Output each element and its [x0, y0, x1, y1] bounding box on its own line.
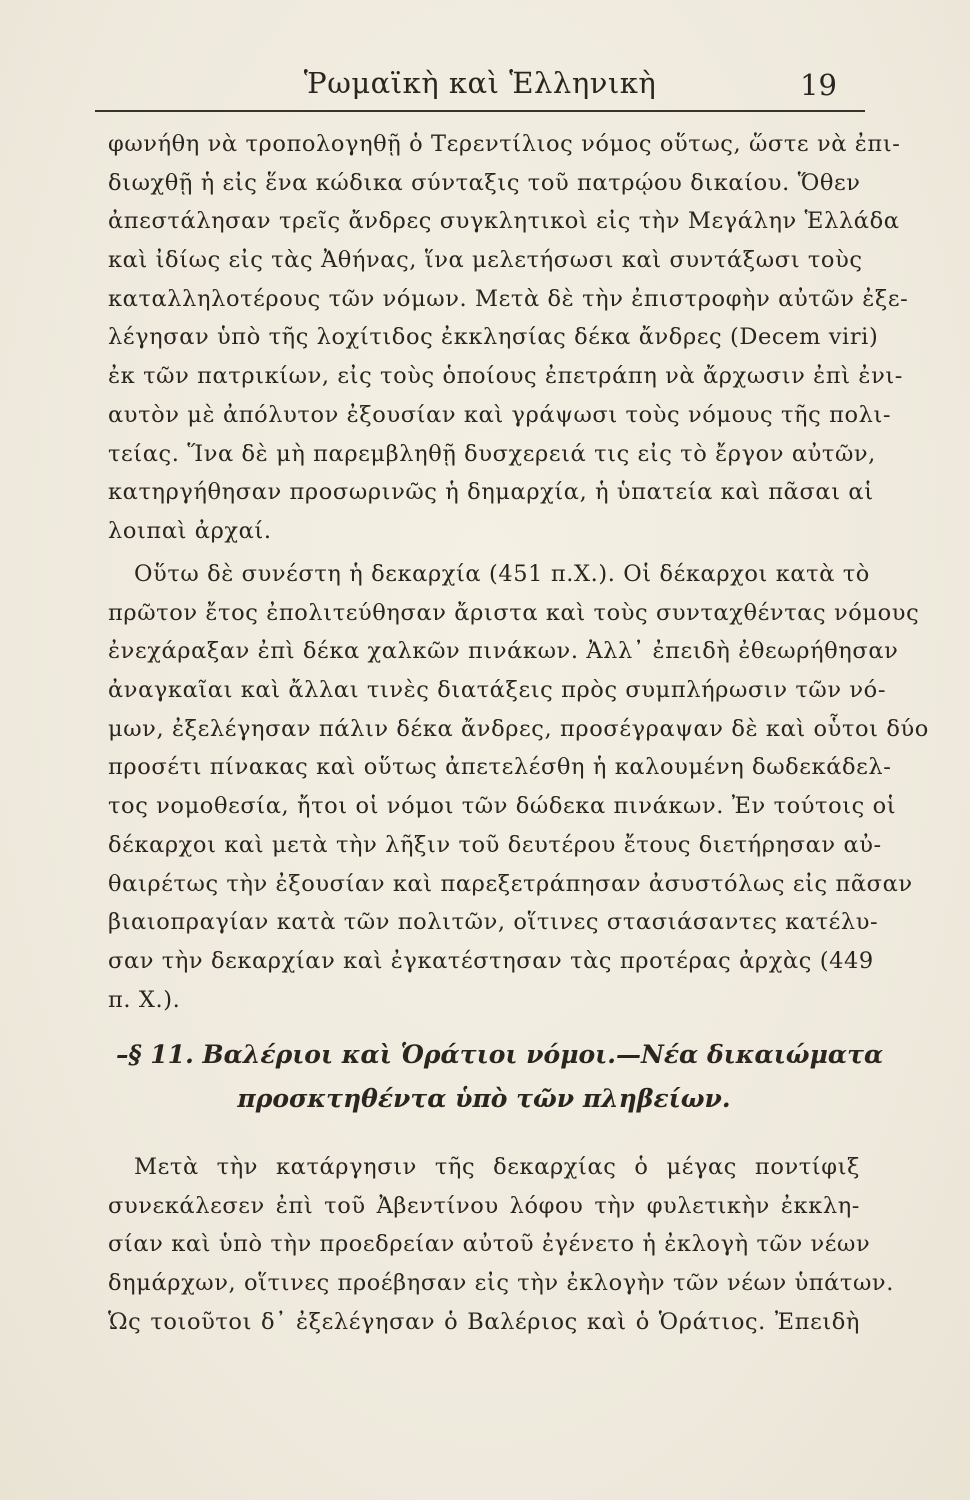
text-line: καὶ ἰδίως εἰς τὰς Ἀθήνας, ἵνα μελετήσωσι καὶ συντάξωσι τοὺς — [108, 247, 863, 274]
paragraph-continuation — [108, 125, 909, 551]
paragraph-section-11 — [108, 1148, 894, 1341]
text-line: ἐνεχάραξαν ἐπὶ δέκα χαλκῶν πινάκων. Ἀλλ᾽ ἐπειδὴ ἐθεωρήθησαν — [108, 638, 899, 665]
text-line: ἀπεστάλησαν τρεῖς ἄνδρες συγκλητικοὶ εἰς τὴν Μεγάλην Ἑλλάδα — [108, 208, 900, 235]
text-line: καταλληλοτέρους τῶν νόμων. Μετὰ δὲ τὴν ἐπιστροφὴν αὐτῶν ἐξε- — [108, 285, 909, 312]
page-header — [95, 58, 865, 112]
text-line: θαιρέτως τὴν ἐξουσίαν καὶ παρεξετράπησαν ἀσυστόλως εἰς πᾶσαν — [108, 870, 913, 897]
section-heading — [108, 1033, 884, 1121]
text-line: δημάρχων, οἵτινες προέβησαν εἰς τὴν ἐκλογὴν τῶν νέων ὑπάτων. — [108, 1270, 894, 1297]
text-line: Ὡς τοιοῦτοι δ᾽ ἐξελέγησαν ὁ Βαλέριος καὶ ὁ Ὁράτιος. Ἐπειδὴ — [108, 1308, 860, 1335]
text-line: Οὕτω δὲ συνέστη ἡ δεκαρχία (451 π.Χ.). Οἱ δέκαρχοι κατὰ τὸ — [134, 561, 870, 587]
text-line: μων, ἐξελέγησαν πάλιν δέκα ἄνδρες, προσέγραψαν δὲ καὶ οὗτοι δύο — [108, 715, 929, 742]
page-number: 19 — [800, 68, 837, 102]
running-title: Ῥωμαϊκὴ καὶ Ἑλληνικὴ — [303, 66, 657, 100]
section-heading-line: προσκτηθέντα ὑπὸ τῶν πληβείων. — [237, 1084, 731, 1113]
text-line: τος νομοθεσία, ἤτοι οἱ νόμοι τῶν δώδεκα πινάκων. Ἐν τούτοις οἱ — [108, 793, 897, 820]
text-line: προσέτι πίνακας καὶ οὕτως ἀπετελέσθη ἡ καλουμένη δωδεκάδελ- — [108, 754, 892, 781]
text-line: δέκαρχοι καὶ μετὰ τὴν λῆξιν τοῦ δευτέρου ἔτους διετήρησαν αὐ- — [108, 831, 882, 858]
text-line: σαν τὴν δεκαρχίαν καὶ ἐγκατέστησαν τὰς προτέρας ἀρχὰς (449 — [108, 947, 874, 974]
text-line: λέγησαν ὑπὸ τῆς λοχίτιδος ἐκκλησίας δέκα ἄνδρες (Decem viri) — [108, 324, 879, 351]
text-line: ἀναγκαῖαι καὶ ἄλλαι τινὲς διατάξεις πρὸς συμπλήρωσιν τῶν νό- — [108, 677, 887, 704]
text-line: ἐκ τῶν πατρικίων, εἰς τοὺς ὁποίους ἐπετράπη νὰ ἄρχωσιν ἐπὶ ἐνι- — [108, 363, 903, 390]
text-line: πρῶτον ἔτος ἐπολιτεύθησαν ἄριστα καὶ τοὺς συνταχθέντας νόμους — [108, 599, 920, 626]
text-line: λοιπαὶ ἀρχαί. — [108, 517, 272, 544]
paragraph-decemvirate — [108, 555, 929, 1019]
text-line: φωνήθη νὰ τροπολογηθῇ ὁ Τερεντίλιος νόμος οὕτως, ὥστε νὰ ἐπι- — [108, 131, 901, 157]
text-line: αυτὸν μὲ ἀπόλυτον ἐξουσίαν καὶ γράψωσι τοὺς νόμους τῆς πολι- — [108, 401, 892, 428]
text-line: κατηργήθησαν προσωρινῶς ἡ δημαρχία, ἡ ὑπατεία καὶ πᾶσαι αἱ — [108, 479, 874, 506]
text-line: π. Χ.). — [108, 986, 181, 1013]
text-line: συνεκάλεσεν ἐπὶ τοῦ Ἀβεντίνου λόφου τὴν φυλετικὴν ἐκκλη- — [108, 1192, 860, 1219]
section-heading-line: –§ 11. Βαλέριοι καὶ Ὁράτιοι νόμοι.—Νέα δικαιώματα — [116, 1040, 884, 1069]
text-line: βιαιοπραγίαν κατὰ τῶν πολιτῶν, οἵτινες στασιάσαντες κατέλυ- — [108, 909, 879, 936]
text-line: τείας. Ἵνα δὲ μὴ παρεμβληθῇ δυσχερειά τις εἰς τὸ ἔργον αὐτῶν, — [108, 440, 876, 467]
text-line: Μετὰ τὴν κατάργησιν τῆς δεκαρχίας ὁ μέγας ποντίφιξ — [134, 1154, 860, 1180]
text-line: σίαν καὶ ὑπὸ τὴν προεδρείαν αὐτοῦ ἐγένετο ἡ ἐκλογὴ τῶν νέων — [108, 1231, 871, 1258]
text-line: διωχθῇ ἡ εἰς ἕνα κώδικα σύνταξις τοῦ πατρῴου δικαίου. Ὅθεν — [108, 169, 861, 196]
